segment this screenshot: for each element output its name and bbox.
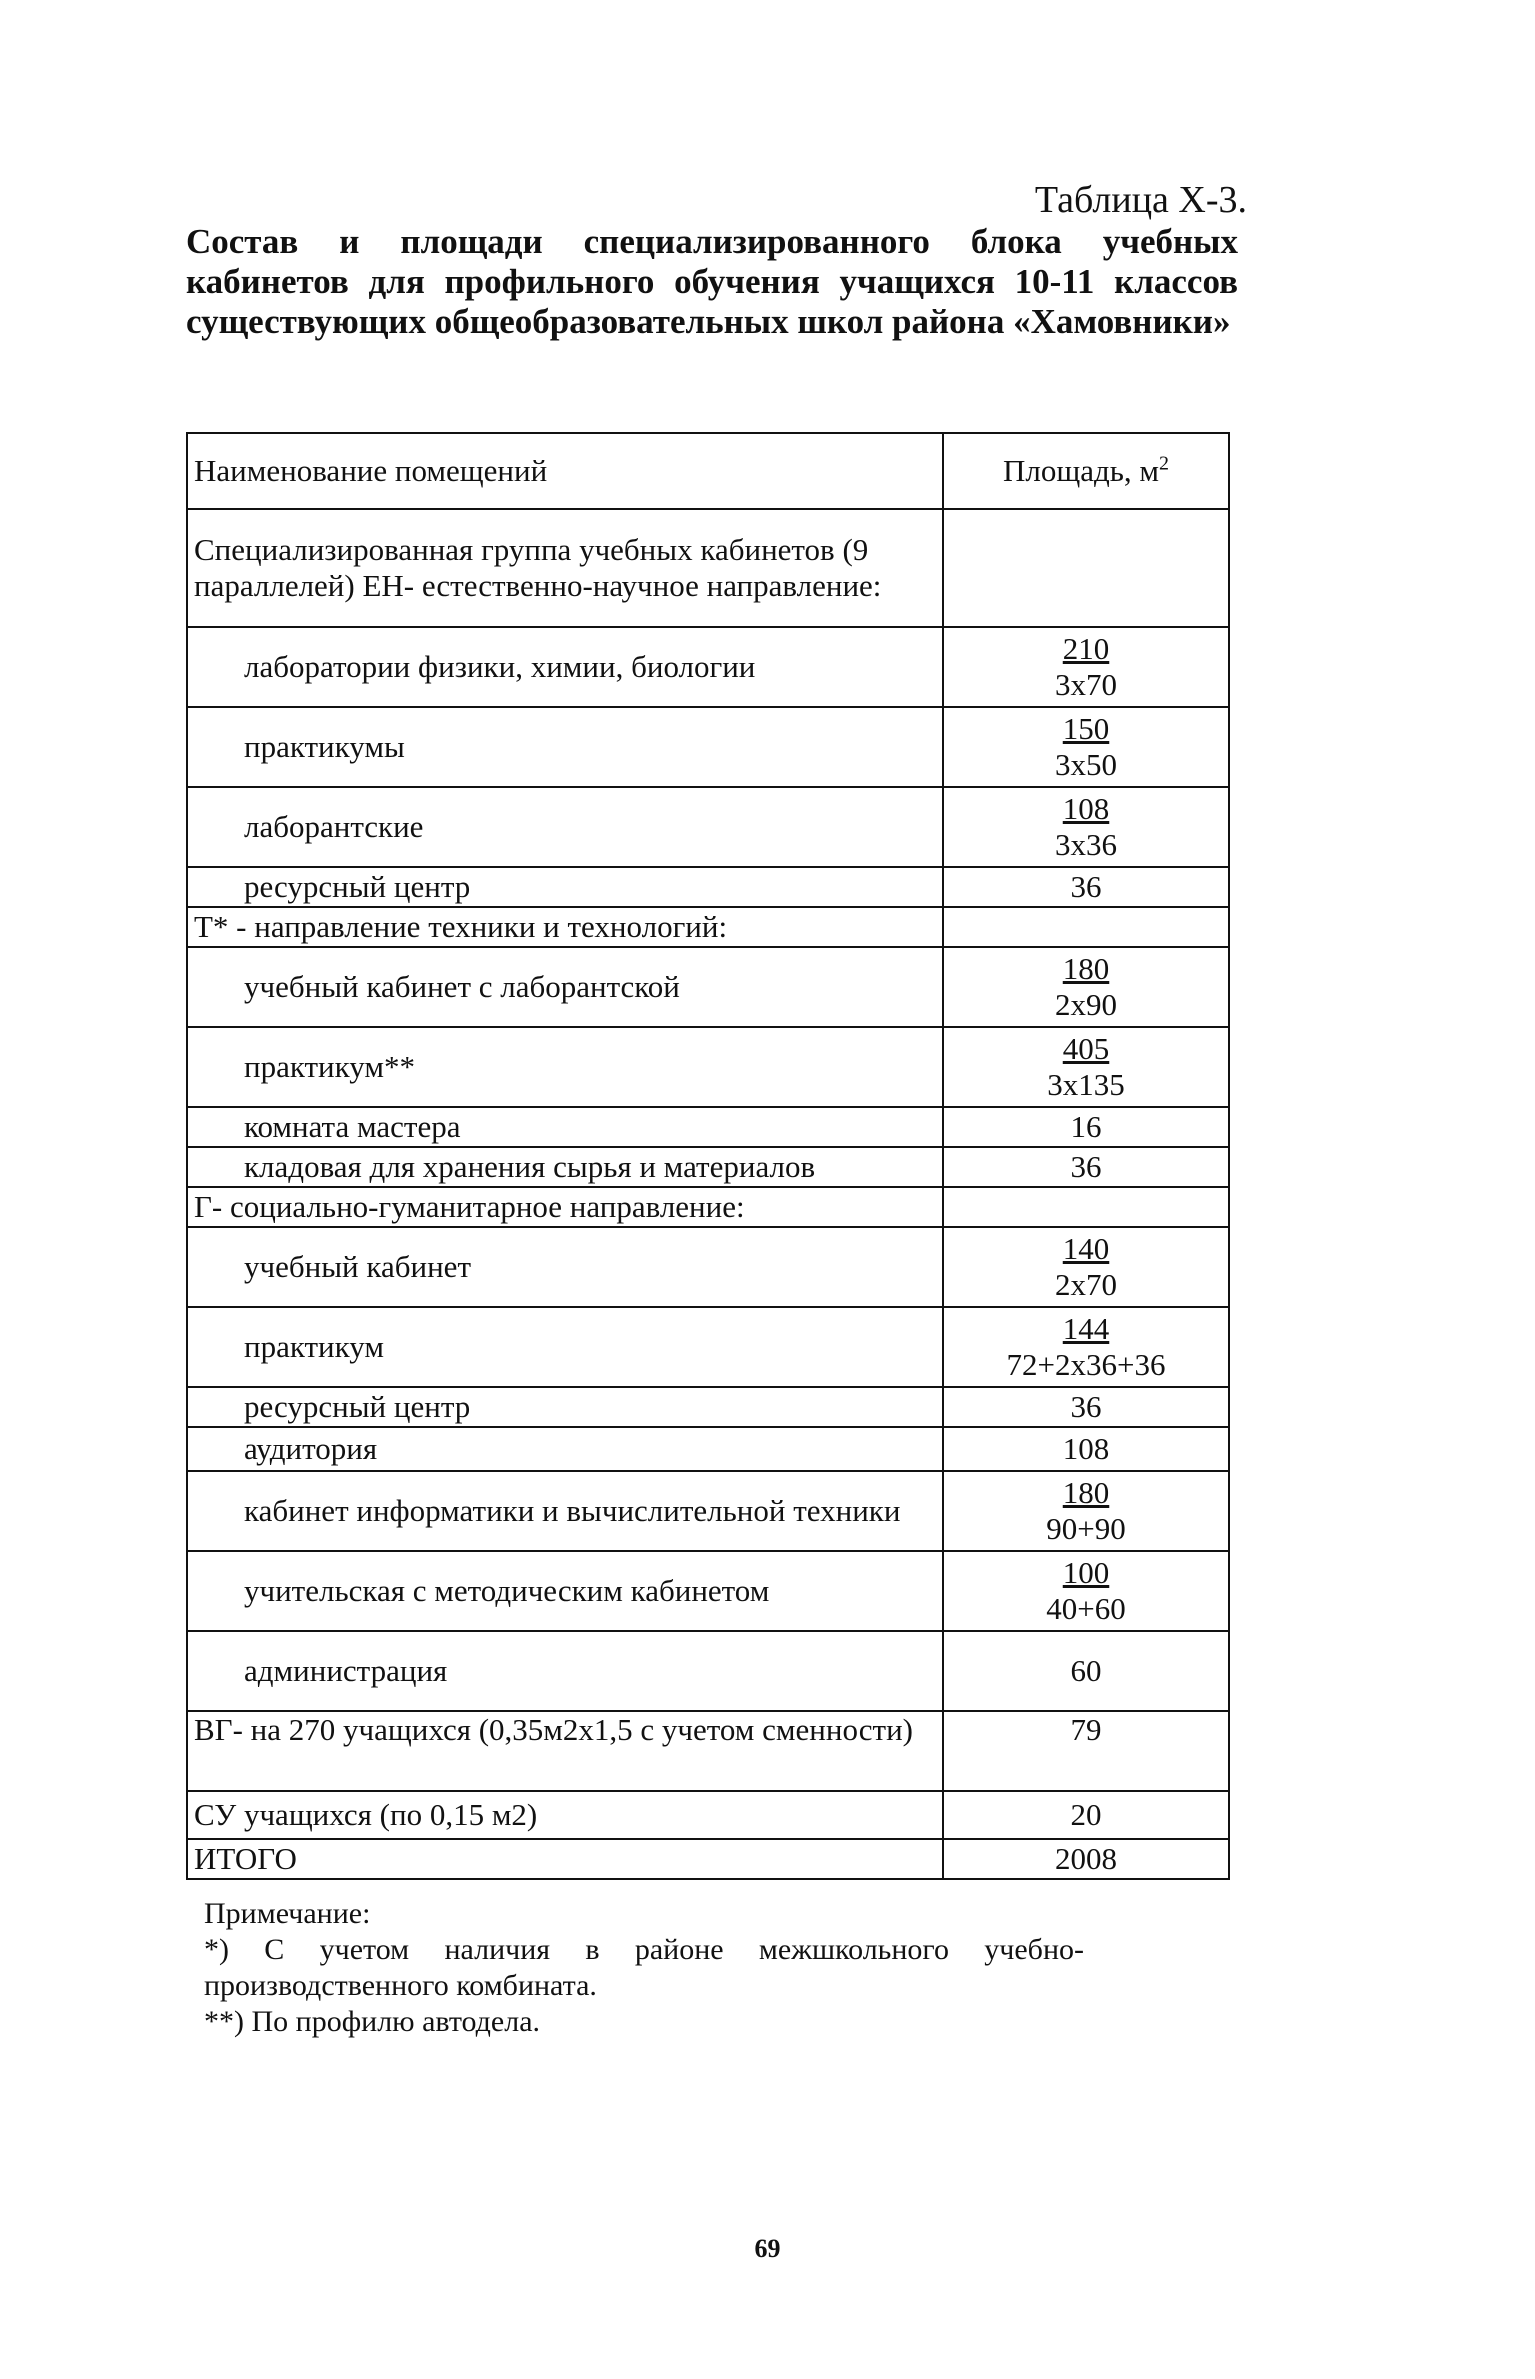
row-area: 100 40+60 [943, 1551, 1229, 1631]
header-name-cell: Наименование помещений [187, 433, 943, 509]
row-name: комната мастера [187, 1107, 943, 1147]
row-name: практикумы [187, 707, 943, 787]
footnotes-title: Примечание: [204, 1897, 371, 1930]
row-area: 16 [943, 1107, 1229, 1147]
table-row [187, 707, 1229, 787]
row-area: 20 [943, 1791, 1229, 1839]
table-row [187, 1711, 1229, 1791]
row-name: Т* - направление техники и технологий: [187, 907, 943, 947]
row-area: 150 3x50 [943, 707, 1229, 787]
row-area: 108 [943, 1427, 1229, 1471]
row-area: 210 3x70 [943, 627, 1229, 707]
row-area: 180 2x90 [943, 947, 1229, 1027]
table-caption: Состав и площади специализированного блока учебных кабинетов для профильного обучения учащихся 10-11 классов существующих общеобразовательных школ района «Хамовники» [186, 222, 1238, 341]
table-row [187, 509, 1229, 627]
row-name: ИТОГО [187, 1839, 943, 1879]
row-name: кабинет информатики и вычислительной техники [187, 1471, 943, 1551]
row-area: 140 2x70 [943, 1227, 1229, 1307]
row-area: 180 90+90 [943, 1471, 1229, 1551]
table-row [187, 907, 1229, 947]
table-label: Таблица X-3. [1034, 179, 1247, 221]
table-row [187, 1227, 1229, 1307]
row-name: ВГ- на 270 учащихся (0,35м2x1,5 с учетом сменности) [187, 1711, 943, 1791]
row-name: администрация [187, 1631, 943, 1711]
row-area [943, 907, 1229, 947]
row-area: 108 3x36 [943, 787, 1229, 867]
table-row [187, 1551, 1229, 1631]
table-row [187, 947, 1229, 1027]
table-row [187, 1307, 1229, 1387]
table-row [187, 1147, 1229, 1187]
row-name: ресурсный центр [187, 1387, 943, 1427]
row-area: 36 [943, 1387, 1229, 1427]
row-name: Г- социально-гуманитарное направление: [187, 1187, 943, 1227]
footnote-1-line-2: производственного комбината. [204, 1969, 597, 2002]
row-area: 60 [943, 1631, 1229, 1711]
table-row [187, 787, 1229, 867]
footnotes [204, 1896, 1084, 2040]
footnote-2: **) По профилю автодела. [204, 2005, 541, 2038]
header-area-cell: Площадь, $м^2$ [943, 433, 1229, 509]
footnote-1-line-1: *) С учетом наличия в районе межшкольного учебно- [204, 1933, 1084, 1966]
table-row [187, 1027, 1229, 1107]
row-name: СУ учащихся (по 0,15 м2) [187, 1791, 943, 1839]
row-area [943, 509, 1229, 627]
rooms-table [186, 432, 1230, 1880]
row-name: практикум [187, 1307, 943, 1387]
table-row [187, 1471, 1229, 1551]
row-name: лаборантские [187, 787, 943, 867]
row-area: 405 3x135 [943, 1027, 1229, 1107]
row-name: практикум** [187, 1027, 943, 1107]
table-row-total [187, 1839, 1229, 1879]
table-row [187, 1791, 1229, 1839]
row-name: ресурсный центр [187, 867, 943, 907]
row-name: Специализированная группа учебных кабинетов (9 параллелей) ЕН- естественно-научное направление: [187, 509, 943, 627]
row-name: учительская с методическим кабинетом [187, 1551, 943, 1631]
row-area: 79 [943, 1711, 1229, 1791]
page-number: 69 [754, 2234, 781, 2263]
row-name: кладовая для хранения сырья и материалов [187, 1147, 943, 1187]
row-area: 2008 [943, 1839, 1229, 1879]
row-area: 36 [943, 1147, 1229, 1187]
table-row [187, 867, 1229, 907]
table-row [187, 1187, 1229, 1227]
table-row [187, 1427, 1229, 1471]
row-area: 144 72+2x36+36 [943, 1307, 1229, 1387]
row-area [943, 1187, 1229, 1227]
row-name: лаборатории физики, химии, биологии [187, 627, 943, 707]
row-name: аудитория [187, 1427, 943, 1471]
table-row [187, 1107, 1229, 1147]
row-area: 36 [943, 867, 1229, 907]
row-name: учебный кабинет с лаборантской [187, 947, 943, 1027]
table-row [187, 1631, 1229, 1711]
row-name: учебный кабинет [187, 1227, 943, 1307]
table-row [187, 1387, 1229, 1427]
table-header-row [187, 433, 1229, 509]
table-row [187, 627, 1229, 707]
